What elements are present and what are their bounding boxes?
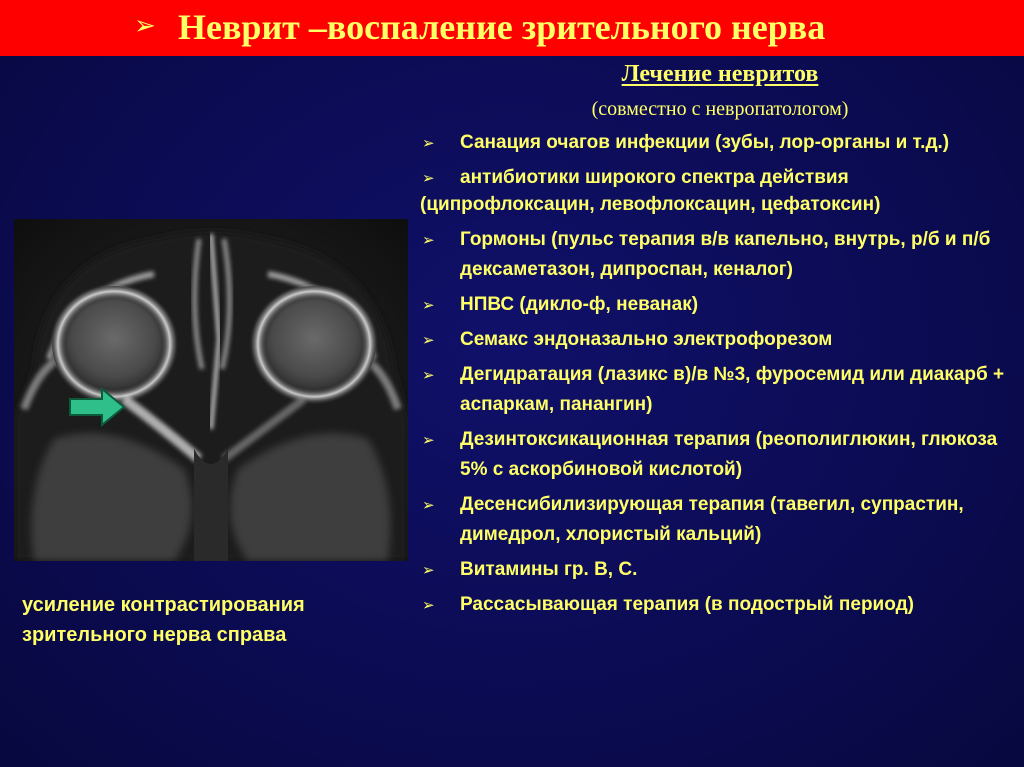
- bullet-arrow-icon: ➢: [422, 596, 435, 614]
- treatment-item-text: (ципрофлоксацин, левофлоксацин, цефатоксин): [420, 194, 881, 215]
- treatment-item: [420, 290, 1020, 320]
- treatment-item-text: Гормоны (пульс терапия в/в капельно, внутрь, р/б и п/б дексаметазон, дипроспан, кеналог): [460, 229, 991, 280]
- mri-scan-drawing: [14, 219, 408, 561]
- bullet-arrow-icon: ➢: [422, 231, 435, 249]
- treatment-item: [420, 490, 1020, 550]
- bullet-arrow-icon: ➢: [422, 561, 435, 579]
- treatment-item-text: антибиотики широкого спектра действия: [460, 167, 849, 188]
- treatment-subheading: (совместно с невропатологом): [591, 98, 849, 120]
- bullet-arrow-icon: ➢: [422, 169, 435, 187]
- bullet-arrow-icon: ➢: [422, 496, 435, 514]
- image-caption: усиление контрастирования зрительного нерва справа: [22, 594, 305, 646]
- treatment-item: [420, 590, 1020, 620]
- treatment-heading: [420, 59, 1020, 89]
- treatment-item-text: Семакс эндоназально электрофорезом: [460, 329, 833, 350]
- bullet-arrow-icon: ➢: [422, 366, 435, 384]
- treatment-item: [420, 555, 1020, 585]
- mri-scan-image: [14, 219, 408, 561]
- treatment-item-text: Витамины гр. В, С.: [460, 559, 638, 580]
- bullet-arrow-icon: ➢: [422, 331, 435, 349]
- treatment-heading-text: Лечение невритов: [621, 61, 819, 87]
- treatment-item: [420, 325, 1020, 355]
- treatment-list: [420, 128, 1020, 625]
- bullet-arrow-icon: ➢: [422, 296, 435, 314]
- title-bullet-icon: ➢: [134, 11, 156, 41]
- treatment-item: [420, 128, 1020, 158]
- treatment-item: [420, 425, 1020, 485]
- bullet-arrow-icon: ➢: [422, 431, 435, 449]
- treatment-item-text: Дегидратация (лазикс в)/в №3, фуросемид или диакарб + аспаркам, панангин): [460, 364, 1005, 415]
- treatment-item: [420, 225, 1020, 285]
- treatment-item-text: Рассасывающая терапия (в подострый период): [460, 594, 914, 615]
- treatment-item-text: Санация очагов инфекции (зубы, лор-органы и т.д.): [460, 132, 950, 153]
- treatment-item-text: НПВС (дикло-ф, неванак): [460, 294, 699, 315]
- bullet-arrow-icon: ➢: [422, 134, 435, 152]
- treatment-item-text: Дезинтоксикационная терапия (реополиглюкин, глюкоза 5% с аскорбиновой кислотой): [460, 429, 998, 480]
- treatment-item: [420, 360, 1020, 420]
- title-bar: [0, 0, 1024, 56]
- treatment-item: [420, 190, 1020, 220]
- slide-title: Неврит –воспаление зрительного нерва: [178, 7, 826, 47]
- treatment-item: [420, 163, 1020, 193]
- treatment-item-text: Десенсибилизирующая терапия (тавегил, супрастин, димедрол, хлористый кальций): [460, 494, 964, 545]
